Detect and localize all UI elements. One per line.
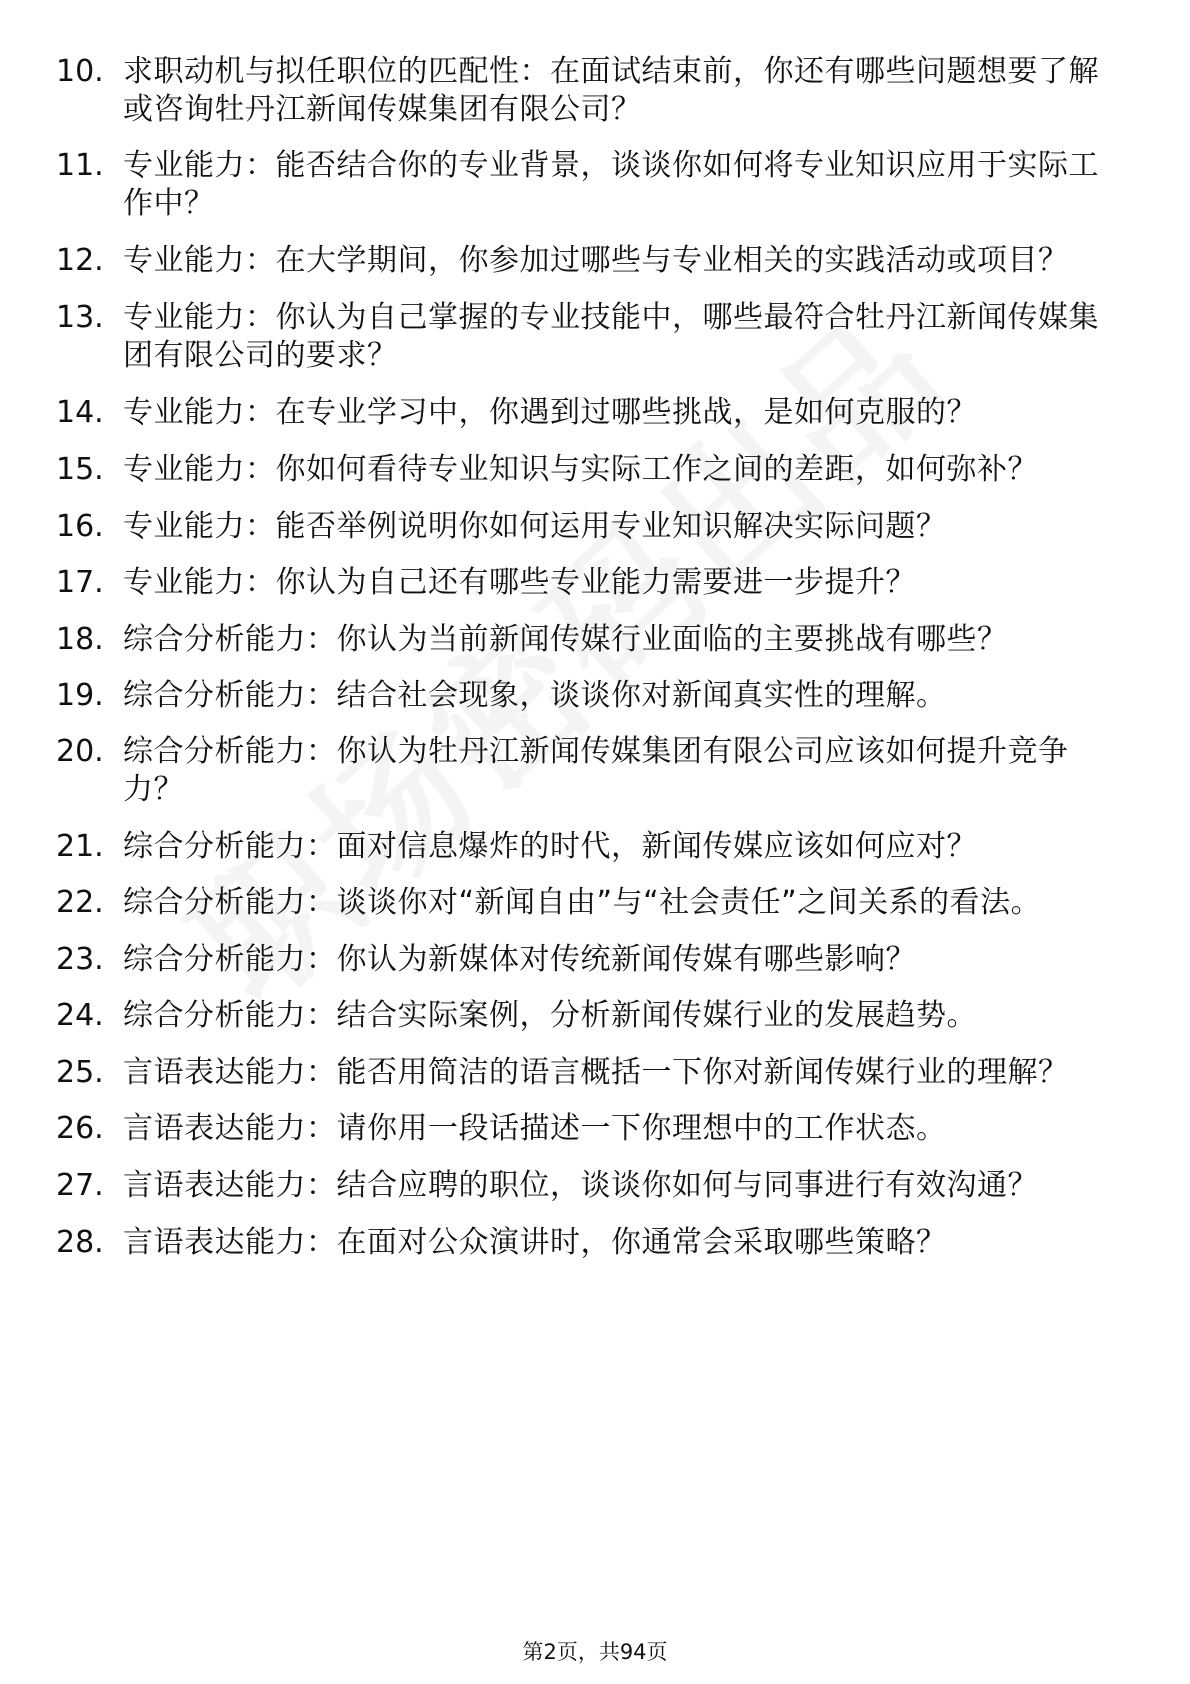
question-text: 综合分析能力：结合实际案例，分析新闻传媒行业的发展趋势。 <box>123 998 977 1033</box>
question-item <box>0 242 1190 280</box>
question-item <box>0 1224 1190 1262</box>
question-number: 19. <box>56 678 104 713</box>
question-text: 言语表达能力：请你用一段话描述一下你理想中的工作状态。 <box>123 1111 947 1146</box>
question-number: 12. <box>56 243 104 278</box>
question-text: 综合分析能力：面对信息爆炸的时代，新闻传媒应该如何应对？ <box>123 829 977 864</box>
question-text: 专业能力：你认为自己掌握的专业技能中，哪些最符合牡丹江新闻传媒集团有限公司的要求？ <box>123 300 1099 373</box>
question-text: 综合分析能力：结合社会现象，谈谈你对新闻真实性的理解。 <box>123 678 947 713</box>
question-number: 26. <box>56 1111 104 1146</box>
question-text: 专业能力：你认为自己还有哪些专业能力需要进一步提升？ <box>123 565 916 600</box>
question-item <box>0 564 1190 602</box>
question-number: 22. <box>56 885 104 920</box>
question-text: 专业能力：能否举例说明你如何运用专业知识解决实际问题？ <box>123 509 947 544</box>
question-item <box>0 451 1190 489</box>
question-item <box>0 1110 1190 1148</box>
question-item <box>0 733 1190 809</box>
question-item <box>0 394 1190 432</box>
question-number: 24. <box>56 998 104 1033</box>
question-item <box>0 677 1190 715</box>
question-text: 言语表达能力：能否用简洁的语言概括一下你对新闻传媒行业的理解？ <box>123 1055 1069 1090</box>
question-number: 17. <box>56 565 104 600</box>
question-text: 专业能力：在专业学习中，你遇到过哪些挑战，是如何克服的？ <box>123 395 977 430</box>
question-number: 23. <box>56 942 104 977</box>
question-number: 25. <box>56 1055 104 1090</box>
question-item <box>0 884 1190 922</box>
question-item <box>0 941 1190 979</box>
question-text: 综合分析能力：你认为新媒体对传统新闻传媒有哪些影响？ <box>123 942 916 977</box>
question-number: 10. <box>56 54 104 89</box>
question-number: 11. <box>56 148 104 183</box>
question-text: 言语表达能力：在面对公众演讲时，你通常会采取哪些策略？ <box>123 1225 947 1260</box>
question-text: 求职动机与拟任职位的匹配性：在面试结束前，你还有哪些问题想要了解或咨询牡丹江新闻传媒集团有限公司？ <box>123 54 1099 127</box>
question-text: 综合分析能力：你认为当前新闻传媒行业面临的主要挑战有哪些？ <box>123 622 1008 657</box>
question-text: 专业能力：在大学期间，你参加过哪些与专业相关的实践活动或项目？ <box>123 243 1069 278</box>
question-item <box>0 621 1190 659</box>
question-text: 专业能力：能否结合你的专业背景，谈谈你如何将专业知识应用于实际工作中？ <box>123 148 1099 221</box>
question-item <box>0 53 1190 129</box>
question-number: 28. <box>56 1225 104 1260</box>
question-number: 16. <box>56 509 104 544</box>
question-item <box>0 828 1190 866</box>
question-text: 综合分析能力：谈谈你对“新闻自由”与“社会责任”之间关系的看法。 <box>123 885 1042 920</box>
question-item <box>0 1167 1190 1205</box>
question-item <box>0 997 1190 1035</box>
question-item <box>0 147 1190 223</box>
question-item <box>0 508 1190 546</box>
question-item <box>0 1054 1190 1092</box>
question-number: 15. <box>56 452 104 487</box>
question-list <box>0 53 1190 1262</box>
question-number: 18. <box>56 622 104 657</box>
question-number: 14. <box>56 395 104 430</box>
question-number: 13. <box>56 300 104 335</box>
question-item <box>0 299 1190 375</box>
question-number: 27. <box>56 1168 104 1203</box>
question-number: 21. <box>56 829 104 864</box>
page-footer: 第2页，共94页 <box>522 1640 668 1664</box>
question-text: 专业能力：你如何看待专业知识与实际工作之间的差距，如何弥补？ <box>123 452 1038 487</box>
question-number: 20. <box>56 734 104 769</box>
question-text: 综合分析能力：你认为牡丹江新闻传媒集团有限公司应该如何提升竞争力？ <box>123 734 1069 807</box>
question-text: 言语表达能力：结合应聘的职位，谈谈你如何与同事进行有效沟通？ <box>123 1168 1038 1203</box>
